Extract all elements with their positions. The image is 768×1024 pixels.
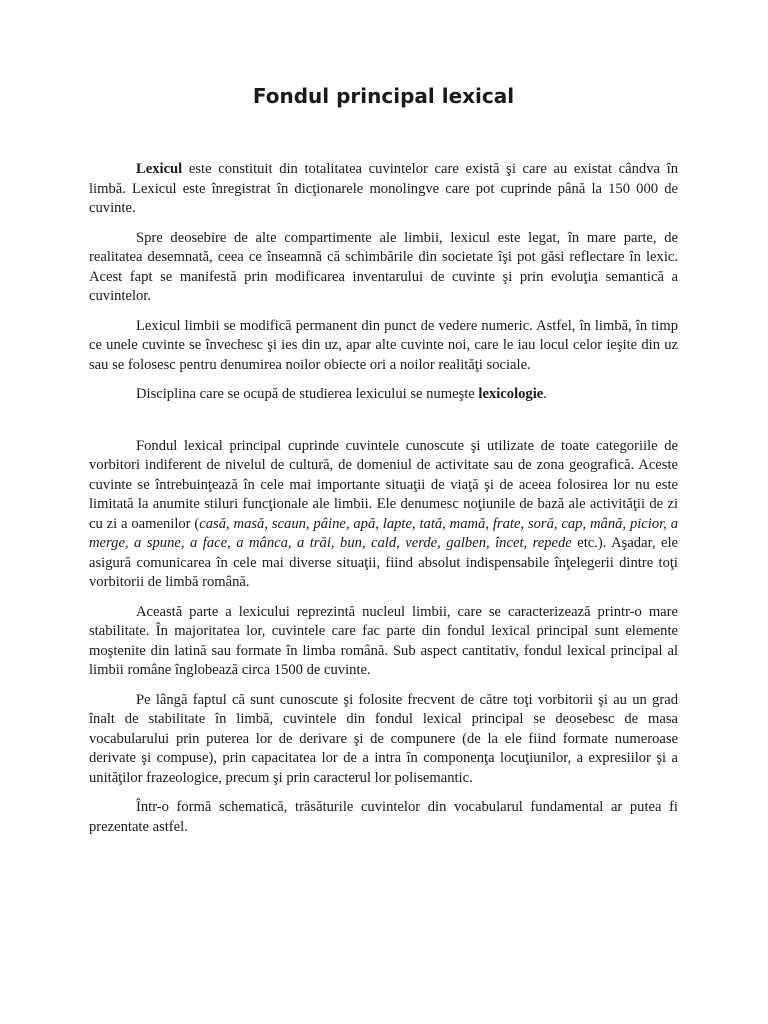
examples-list: casă, masă, scaun, pâine, apă, lapte, tată, mamă, frate, soră, cap, mână, picior, a merge, a spune, a face, a mânca, a trăi, bun, cald, verde, galben, încet, repede xyxy=(89,515,678,551)
paragraph-lexicologie xyxy=(89,385,678,405)
paragraph-text: Fondul lexical principal cuprinde cuvintele cunoscute şi utilizate de toate categoriile de vorbitori indiferent de nivelul de cultură, de domeniul de activitate sau de zona geografică. Aceste cuvinte se întrebuinţează în cele mai importante situaţii de viaţă şi de aceea folosirea lor nu este limitată la anumite stiluri funcţionale ale limbii. Ele denumesc noţiunile de bază ale activităţii de zi cu zi a oamenilor ( xyxy=(89,437,678,532)
paragraph-nucleul: Această parte a lexicului reprezintă nucleul limbii, care se caracterizează printr-o mare stabilitate. În majoritatea lor, cuvintele care fac parte din fondul lexical principal sunt elemente moştenite din latină sau formate în limba română. Sub aspect cantitativ, fondul lexical principal al limbii române înglobează circa 1500 de cuvinte. xyxy=(89,603,678,678)
paragraph-schematica: Într-o formă schematică, trăsăturile cuvintelor din vocabularul fundamental ar putea fi prezentate astfel. xyxy=(89,799,678,835)
term-lexicul: Lexicul xyxy=(136,161,183,177)
paragraph-end: . xyxy=(543,386,547,402)
page-title: Fondul principal lexical xyxy=(252,84,515,108)
paragraph-lexicul xyxy=(89,160,678,219)
document-body xyxy=(89,160,678,847)
paragraph-derivare: Pe lângă faptul că sunt cunoscute şi folosite frecvent de către toţi vorbitorii şi au un grad înalt de stabilitate în limbă, cuvintele din fondul lexical principal se deosebesc de masa vocabularului prin puterea lor de derivare şi de compunere (de la ele fiind formate numeroase derivate şi compuse), prin capacitatea lor de a intra în componenţa locuţiunilor, a expresiilor şi a unităţilor frazeologice, precum şi prin caracterul lor polisemantic. xyxy=(89,691,678,786)
paragraph-realitatea: Spre deosebire de alte compartimente ale limbii, lexicul este legat, în mare parte, de realitatea desemnată, ceea ce înseamnă că schimbările din societate îşi pot găsi reflectare în lexic. Acest fapt se manifestă prin modificarea inventarului de cuvinte şi prin evoluţia semantică a cuvintelor. xyxy=(89,229,678,304)
paragraph-text: este constituit din totalitatea cuvintelor care există şi care au existat cândva în limbă. Lexicul este înregistrat în dicţionarele monolingve care pot cuprinde până la 150 000 de cuvinte. xyxy=(89,161,678,216)
paragraph-modificare: Lexicul limbii se modifică permanent din punct de vedere numeric. Astfel, în limbă, în timp ce unele cuvinte se învechesc şi ies din uz, apar alte cuvinte noi, care le iau locul celor ieşite din uz sau se folosesc pentru denumirea noilor obiecte ori a noilor realităţi sociale. xyxy=(89,317,678,373)
term-lexicologie: lexicologie xyxy=(478,386,544,402)
paragraph-end: etc.). Aşadar, ele asigură comunicarea în cele mai diverse situaţii, fiind absolut indispensabile înţelegerii dintre toţi vorbitorii de limbă română. xyxy=(89,535,678,590)
paragraph-text: Disciplina care se ocupă de studierea lexicului se numeşte xyxy=(136,386,479,402)
paragraph-fondul-lexical xyxy=(89,437,678,593)
